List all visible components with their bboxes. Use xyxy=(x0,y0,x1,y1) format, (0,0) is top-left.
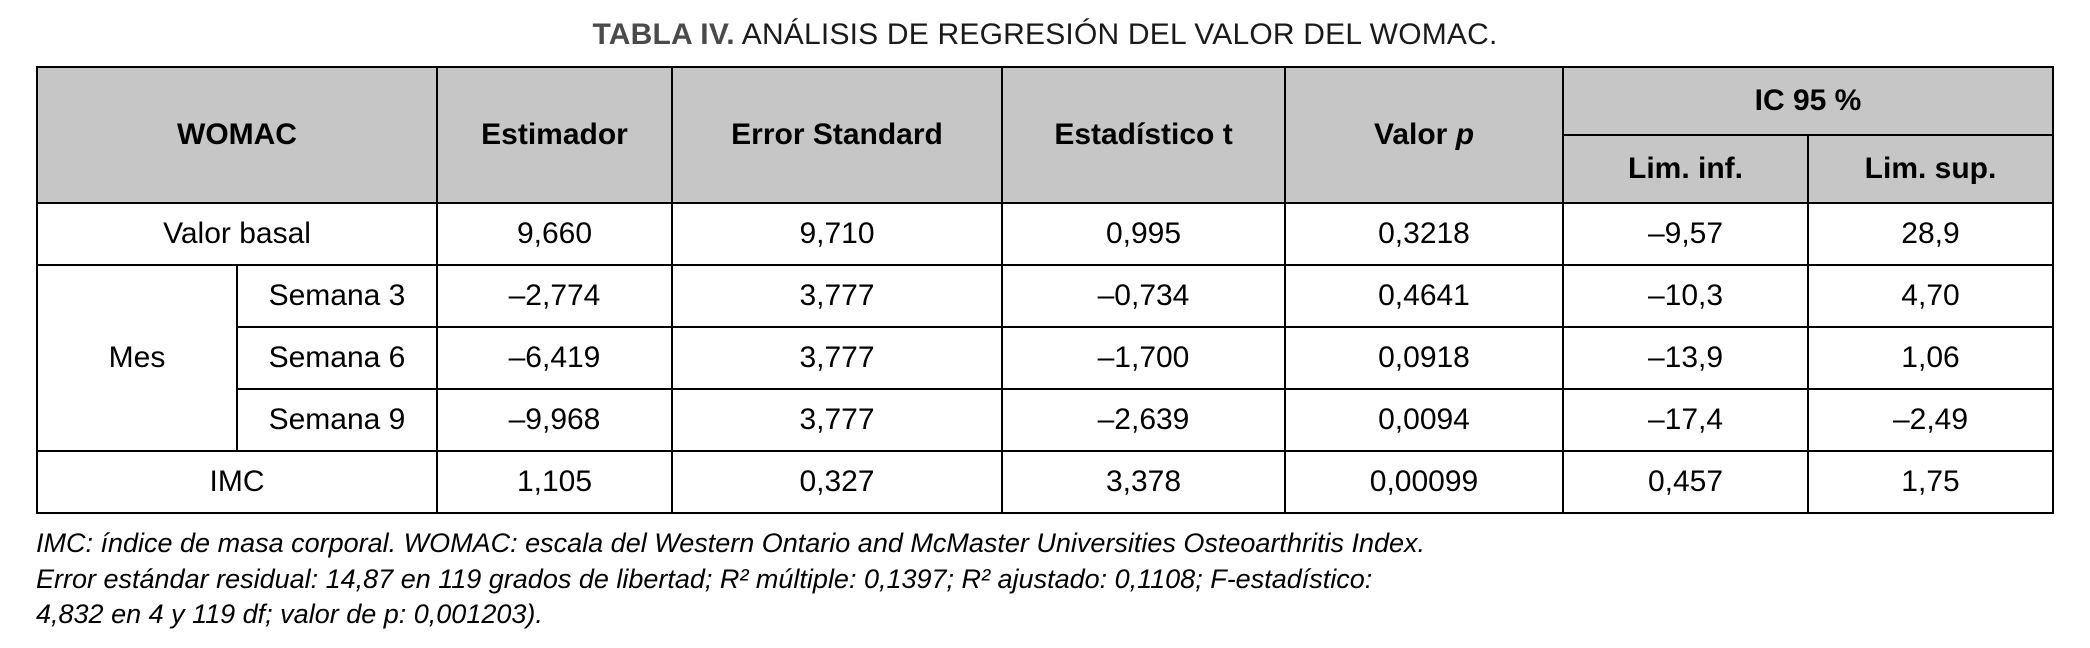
table-caption xyxy=(30,18,2060,52)
regression-table xyxy=(36,66,2054,514)
cell-error-standard: 9,710 xyxy=(672,203,1002,265)
table-row xyxy=(37,451,2053,513)
caption-text: ANÁLISIS DE REGRESIÓN DEL VALOR DEL WOMAC. xyxy=(741,18,1498,51)
header-estadistico-t: Estadístico t xyxy=(1002,67,1285,203)
table-header xyxy=(37,67,2053,203)
cell-error-standard: 0,327 xyxy=(672,451,1002,513)
cell-lim-inf: 0,457 xyxy=(1563,451,1808,513)
header-row-top xyxy=(37,67,2053,135)
cell-estadistico-t: –0,734 xyxy=(1002,265,1285,327)
header-womac: WOMAC xyxy=(37,67,437,203)
row-label-semana-6: Semana 6 xyxy=(237,327,437,389)
cell-estimador: 9,660 xyxy=(437,203,672,265)
row-label-valor-basal: Valor basal xyxy=(37,203,437,265)
header-lim-sup: Lim. sup. xyxy=(1808,135,2053,203)
table-row xyxy=(37,203,2053,265)
cell-estimador: –6,419 xyxy=(437,327,672,389)
cell-valor-p: 0,0094 xyxy=(1285,389,1563,451)
footnote-line-3: 4,832 en 4 y 119 df; valor de p: 0,001203). xyxy=(36,599,543,630)
header-ic95: IC 95 % xyxy=(1563,67,2053,135)
cell-error-standard: 3,777 xyxy=(672,327,1002,389)
cell-lim-inf: –13,9 xyxy=(1563,327,1808,389)
table-row xyxy=(37,265,2053,327)
header-valor-p-symbol: p xyxy=(1455,118,1475,151)
row-group-label-mes: Mes xyxy=(37,265,237,451)
cell-lim-inf: –9,57 xyxy=(1563,203,1808,265)
cell-lim-sup: 4,70 xyxy=(1808,265,2053,327)
cell-estimador: –9,968 xyxy=(437,389,672,451)
cell-valor-p: 0,00099 xyxy=(1285,451,1563,513)
header-error-standard: Error Standard xyxy=(672,67,1002,203)
caption-label: TABLA IV. xyxy=(592,18,735,51)
header-valor-p-prefix: Valor xyxy=(1373,118,1456,151)
header-estimador: Estimador xyxy=(437,67,672,203)
cell-lim-inf: –10,3 xyxy=(1563,265,1808,327)
table-body xyxy=(37,203,2053,513)
cell-error-standard: 3,777 xyxy=(672,265,1002,327)
table-row xyxy=(37,327,2053,389)
cell-valor-p: 0,4641 xyxy=(1285,265,1563,327)
header-lim-inf: Lim. inf. xyxy=(1563,135,1808,203)
table-footnote xyxy=(36,526,2054,633)
cell-valor-p: 0,0918 xyxy=(1285,327,1563,389)
row-label-semana-9: Semana 9 xyxy=(237,389,437,451)
cell-estimador: 1,105 xyxy=(437,451,672,513)
header-valor-p xyxy=(1285,67,1563,203)
cell-error-standard: 3,777 xyxy=(672,389,1002,451)
cell-lim-sup: –2,49 xyxy=(1808,389,2053,451)
cell-lim-inf: –17,4 xyxy=(1563,389,1808,451)
table-row xyxy=(37,389,2053,451)
cell-lim-sup: 1,06 xyxy=(1808,327,2053,389)
cell-lim-sup: 1,75 xyxy=(1808,451,2053,513)
footnote-line-1: IMC: índice de masa corporal. WOMAC: escala del Western Ontario and McMaster Universities Osteoarthritis Index. xyxy=(36,528,1425,558)
cell-lim-sup: 28,9 xyxy=(1808,203,2053,265)
cell-valor-p: 0,3218 xyxy=(1285,203,1563,265)
row-label-semana-3: Semana 3 xyxy=(237,265,437,327)
cell-estimador: –2,774 xyxy=(437,265,672,327)
cell-estadistico-t: 0,995 xyxy=(1002,203,1285,265)
cell-estadistico-t: 3,378 xyxy=(1002,451,1285,513)
footnote-line-2: Error estándar residual: 14,87 en 119 grados de libertad; R² múltiple: 0,1397; R² ajustado: 0,1108; F-estadístico: xyxy=(36,563,1373,594)
cell-estadistico-t: –2,639 xyxy=(1002,389,1285,451)
cell-estadistico-t: –1,700 xyxy=(1002,327,1285,389)
row-label-imc: IMC xyxy=(37,451,437,513)
